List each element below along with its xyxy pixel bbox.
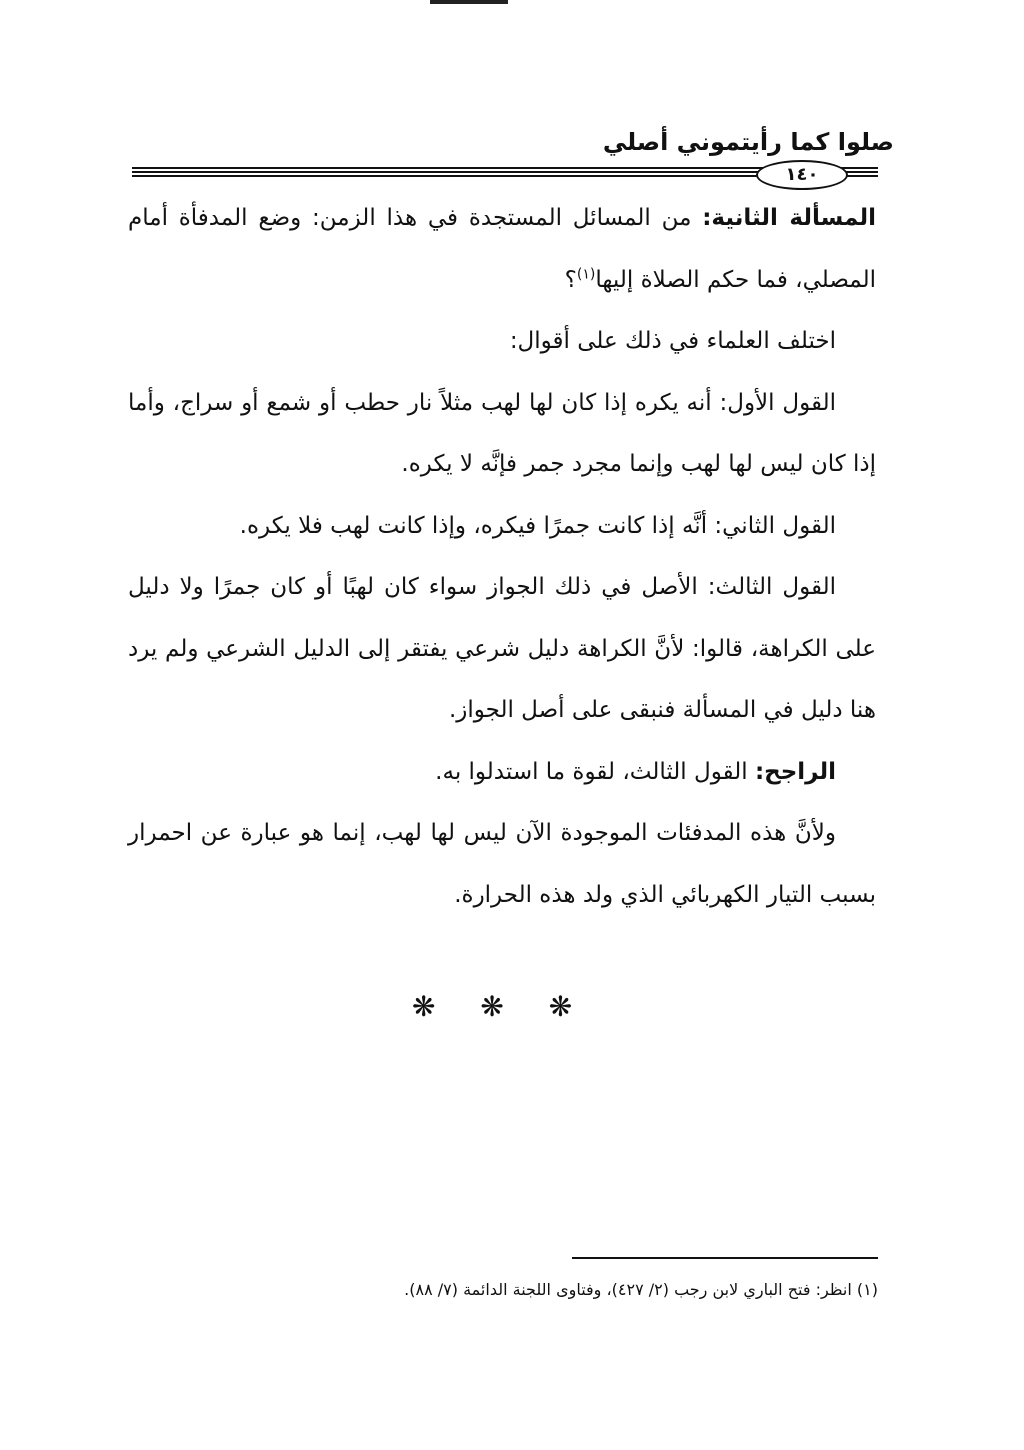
running-title: صلوا كما رأيتموني أصلي [602,128,894,156]
footnote-ref[interactable]: (١) [576,265,596,282]
section-separator: ❋ ❋ ❋ [412,990,591,1023]
preferred-text: القول الثالث، لقوة ما استدلوا به. [435,758,755,785]
top-mark [430,0,508,4]
paragraph-intro: اختلف العلماء في ذلك على أقوال: [509,328,836,354]
paragraph-preferred [128,742,876,804]
question-term: المسألة الثانية: [702,205,876,231]
question-end: ؟ [564,266,577,293]
body-text [128,188,876,926]
paragraph-first-opinion: القول الأول: أنه يكره إذا كان لها لهب مثلاً نار حطب أو شمع أو سراج، وأما إذا كان ليس لها لهب وإنما مجرد جمر فإنَّه لا يكره. [128,389,876,477]
footnote: (١) انظر: فتح الباري لابن رجب (٢/ ٤٢٧)، وفتاوى اللجنة الدائمة (٧/ ٨٨). [404,1280,878,1299]
paragraph-third-opinion: القول الثالث: الأصل في ذلك الجواز سواء كان لهبًا أو كان جمرًا ولا دليل على الكراهة، قالوا: لأنَّ الكراهة دليل شرعي يفتقر إلى الدليل الشرعي ولم يرد هنا دليل في المسألة فنبقى على أصل الجواز. [128,574,876,723]
page-number: ١٤٠ [756,160,848,190]
paragraph-second-opinion: القول الثاني: أنَّه إذا كانت جمرًا فيكره، وإذا كانت لهب فلا يكره. [239,512,836,539]
paragraph-reason: ولأنَّ هذه المدفئات الموجودة الآن ليس لها لهب، إنما هو عبارة عن احمرار بسبب التيار الكهربائي الذي ولد هذه الحرارة. [128,820,876,908]
preferred-term: الراجح: [754,758,836,785]
question-text: من المسائل المستجدة في هذا الزمن: وضع المدفأة أمام المصلي، فما حكم الصلاة إليها [128,205,876,293]
paragraph-question [128,188,876,311]
footnote-rule [572,1257,878,1259]
